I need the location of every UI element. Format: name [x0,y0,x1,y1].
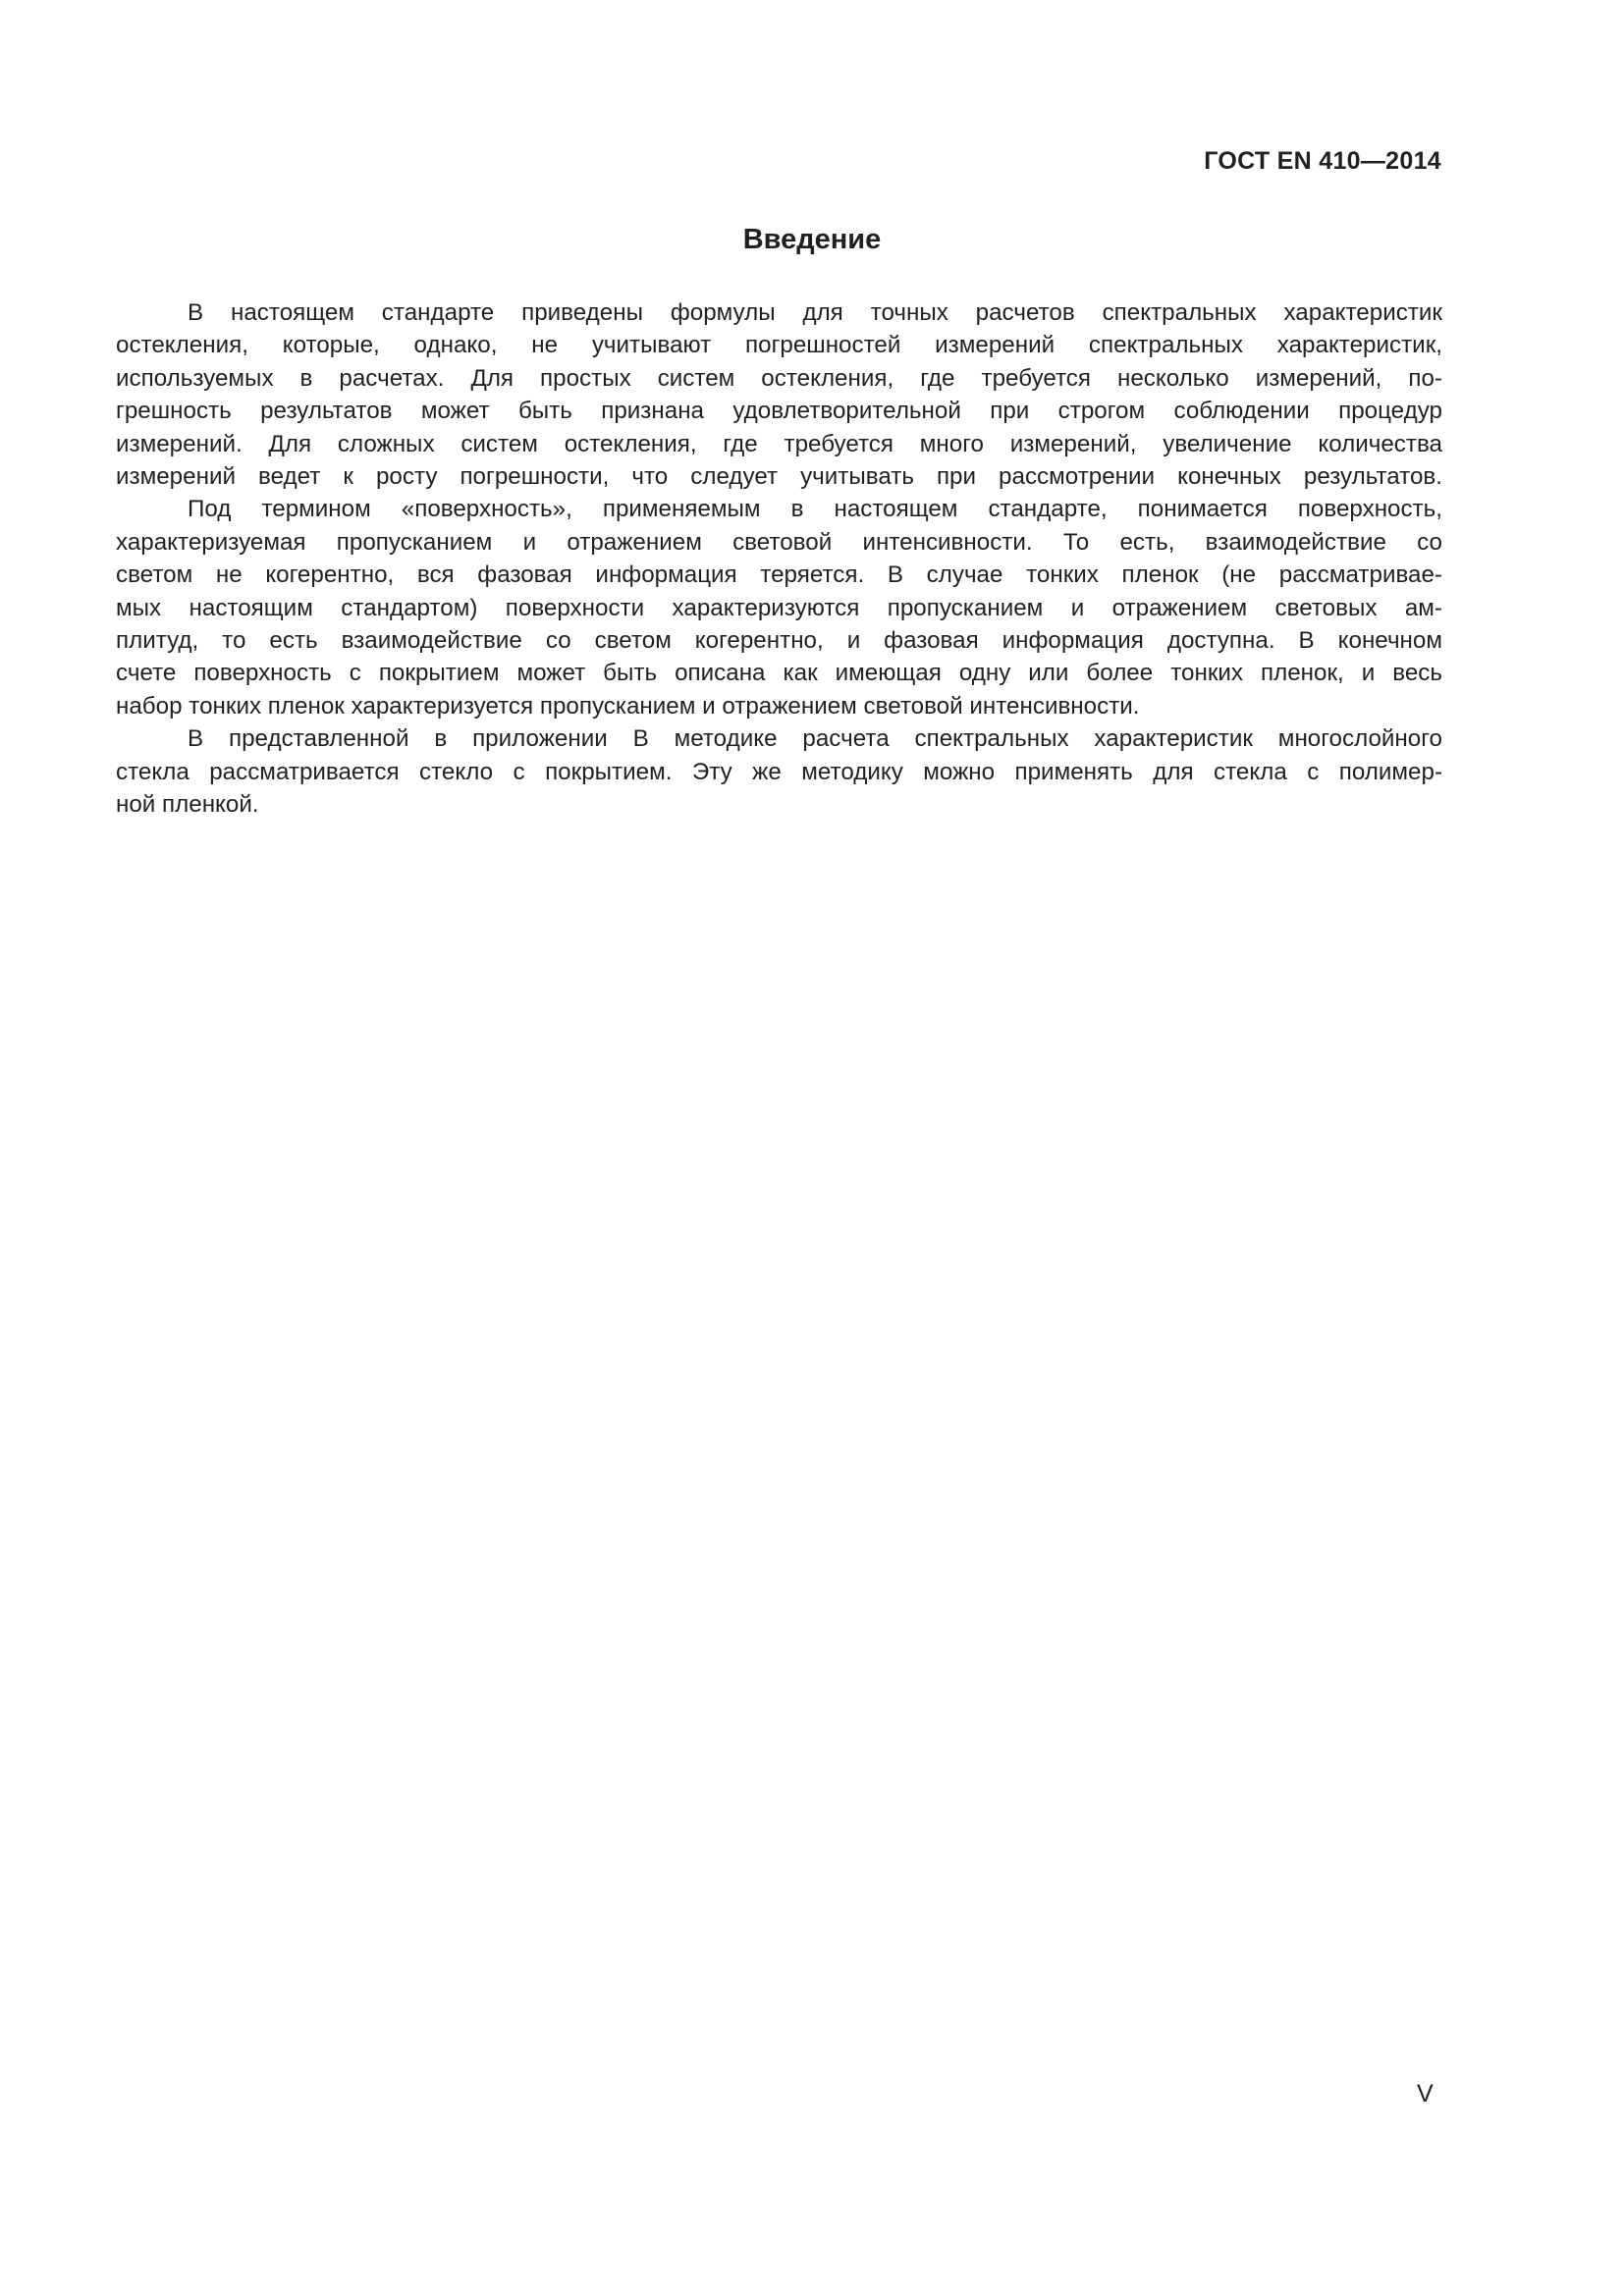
text-line: Под термином «поверхность», применяемым в настоящем стандарте, понимается поверхность, [188,496,1442,523]
page-number: V [1417,2080,1434,2108]
paragraph-1 [116,296,1442,493]
text-line: набор тонких пленок характеризуется пропусканием и отражением световой интенсивности. [116,692,1140,720]
document-code: ГОСТ EN 410—2014 [1204,147,1441,175]
text-line: ной пленкой. [116,791,259,819]
text-line: мых настоящим стандартом) поверхности характеризуются пропусканием и отражением световых ам- [116,594,1442,621]
text-line: остекления, которые, однако, не учитывают погрешностей измерений спектральных характеристик, [116,332,1442,359]
text-line: счете поверхность с покрытием может быть описана как имеющая одну или более тонких пленок, и весь [116,660,1442,687]
text-line: характеризуемая пропусканием и отражением световой интенсивности. То есть, взаимодействие со [116,528,1442,556]
text-line: светом не когерентно, вся фазовая информация теряется. В случае тонких пленок (не рассматривае- [116,561,1442,589]
text-line: В представленной в приложении В методике расчета спектральных характеристик многослойного [188,725,1442,753]
text-line: грешность результатов может быть признана удовлетворительной при строгом соблюдении процедур [116,398,1442,425]
paragraph-2 [116,493,1442,722]
section-title: Введение [742,224,882,255]
text-line: В настоящем стандарте приведены формулы для точных расчетов спектральных характеристик [188,299,1442,326]
text-line: измерений. Для сложных систем остекления, где требуется много измерений, увеличение количества [116,430,1442,457]
text-line: стекла рассматривается стекло с покрытием. Эту же методику можно применять для стекла с полимер- [116,758,1442,785]
text-line: измерений ведет к росту погрешности, что следует учитывать при рассмотрении конечных результатов. [116,463,1442,491]
text-line: используемых в расчетах. Для простых систем остекления, где требуется несколько измерений, по- [116,364,1442,392]
body-text [116,296,1442,822]
text-line: плитуд, то есть взаимодействие со светом когерентно, и фазовая информация доступна. В конечном [116,627,1442,655]
paragraph-3 [116,722,1442,821]
